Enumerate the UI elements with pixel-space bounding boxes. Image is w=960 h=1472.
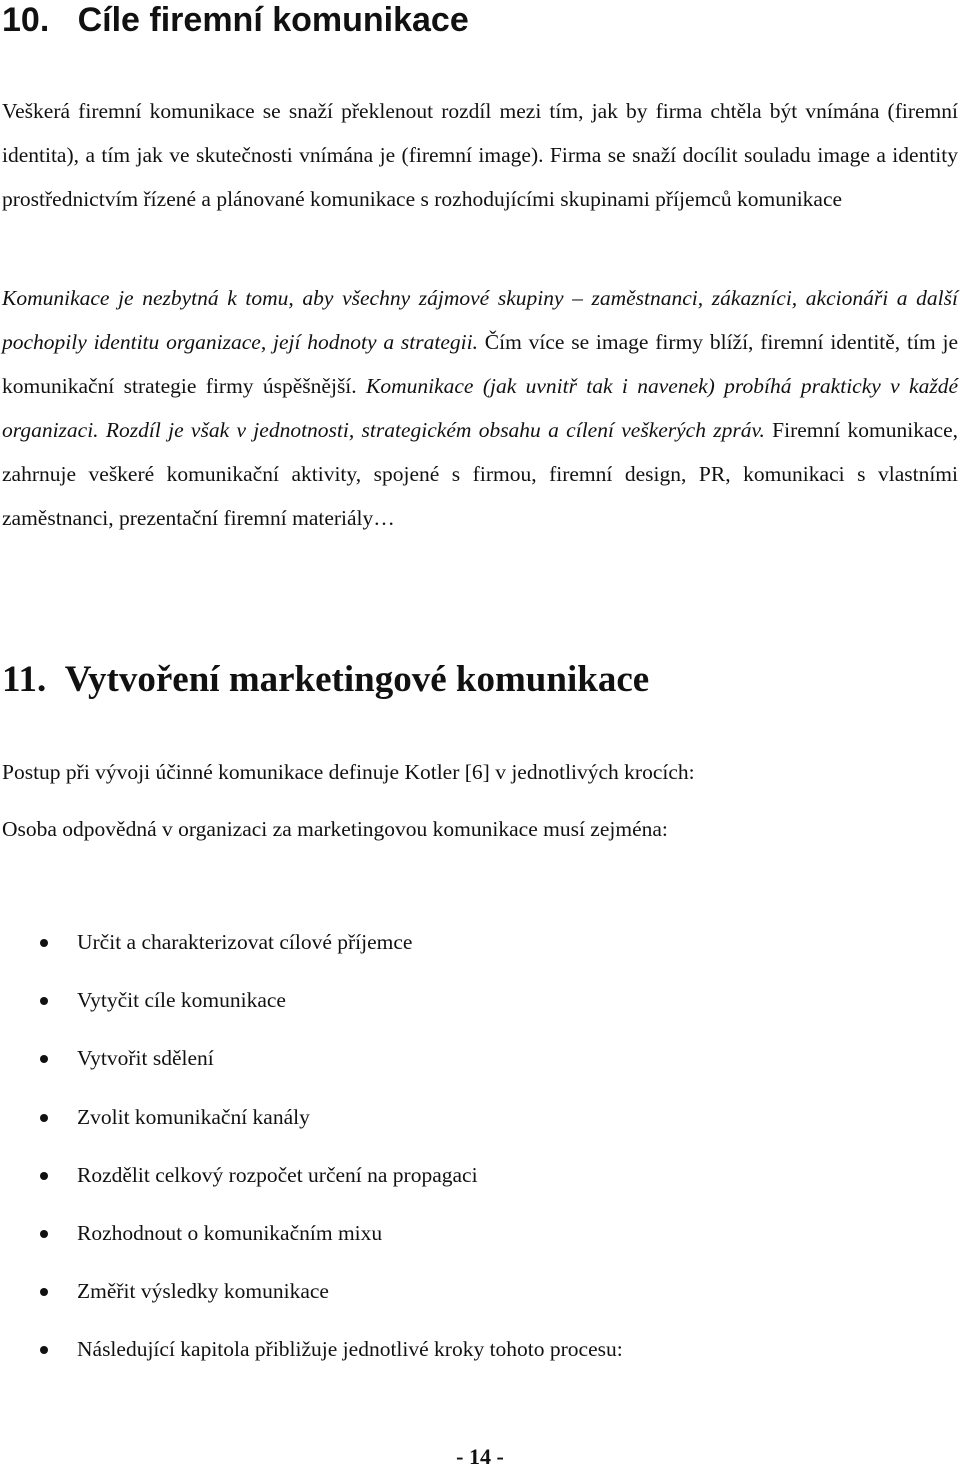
- list-item-text: Vytyčit cíle komunikace: [77, 988, 286, 1013]
- section-10-heading: [2, 0, 469, 40]
- list-item-text: Rozdělit celkový rozpočet určení na propagaci: [77, 1162, 478, 1187]
- bullet-icon: [40, 1288, 48, 1296]
- section-10-paragraph-1: Veškerá firemní komunikace se snaží překlenout rozdíl mezi tím, jak by firma chtěla být vnímána (firemní identita), a tím jak ve skutečnosti vnímána je (firemní image). Firma se snaží docílit souladu image a identity prostřednictvím řízené a plánované komunikace s rozhodujícími skupinami příjemců komunikace: [2, 99, 958, 211]
- section-10-title: Cíle firemní komunikace: [77, 1, 469, 39]
- list-item-text: Vytvořit sdělení: [77, 1046, 214, 1071]
- bullet-icon: [40, 1346, 48, 1354]
- bullet-icon: [40, 1055, 48, 1063]
- section-11-number: 11.: [2, 659, 47, 700]
- section-10-paragraph-2: [2, 276, 958, 540]
- list-item-text: Určit a charakterizovat cílové příjemce: [77, 930, 413, 954]
- list-item-text: Rozhodnout o komunikačním mixu: [77, 1220, 383, 1245]
- list-item-text: Změřit výsledky komunikace: [77, 1279, 329, 1304]
- list-item-text: Zvolit komunikační kanály: [77, 1104, 310, 1129]
- section-11-heading: [2, 660, 649, 700]
- list-item-text: Následující kapitola přibližuje jednotlivé kroky tohoto procesu:: [77, 1337, 623, 1362]
- bullet-icon: [40, 1172, 48, 1180]
- paragraph-2-plain-1: Čím více se image firmy blíží, firemní identitě, tím je komunikační strategie firmy úspěšnější.: [2, 330, 958, 398]
- bullet-icon: [40, 1230, 48, 1238]
- paragraph-2-plain-2: Firemní komunikace, zahrnuje veškeré komunikační aktivity, spojené s firmou, firemní design, PR, komunikaci s vlastními zaměstnanci, prezentační firemní materiály…: [2, 418, 958, 530]
- section-11-title: Vytvoření marketingové komunikace: [64, 659, 650, 700]
- section-10-number: 10.: [2, 1, 50, 39]
- bullet-icon: [40, 997, 48, 1005]
- intro-line-responsibilities: Osoba odpovědná v organizaci za marketingovou komunikace musí zejména:: [2, 817, 668, 841]
- intro-line-kotler: Postup při vývoji účinné komunikace definuje Kotler [6] v jednotlivých krocích:: [2, 760, 695, 784]
- bullet-icon: [40, 939, 48, 947]
- paragraph-2-italic-1: Komunikace je nezbytná k tomu, aby všechny zájmové skupiny – zaměstnanci, zákazníci, akcionáři a další pochopily identitu organizace, její hodnoty a strategii.: [2, 286, 958, 354]
- paragraph-2-italic-2: Komunikace (jak uvnitř tak i navenek) probíhá prakticky v každé organizaci. Rozdíl je však v jednotnosti, strategickém obsahu a cílení veškerých zpráv.: [2, 374, 958, 442]
- page-number: - 14 -: [456, 1444, 504, 1469]
- bullet-icon: [40, 1114, 48, 1122]
